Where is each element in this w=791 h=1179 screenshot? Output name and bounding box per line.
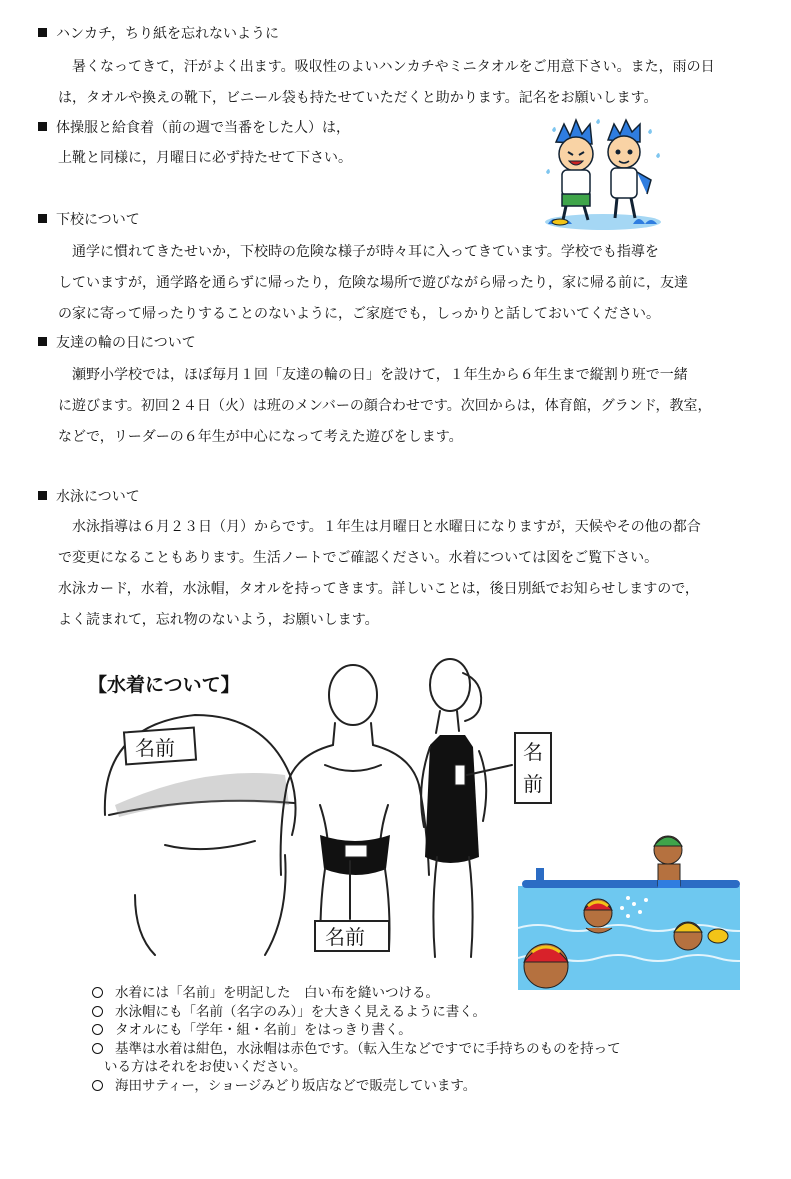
list-item-continuation: いる方はそれをお使いください。 [104,1059,307,1075]
paragraph-line: の家に寄って帰ったりすることのないように，ご家庭でも，しっかりと話しておいてください。 [58,306,660,322]
bullet-square-icon [38,28,47,37]
circle-bullet-icon [92,1006,103,1017]
paragraph-line: していますが，通学路を通らずに帰ったり，危険な場所で遊びながら帰ったり，家に帰る前に，友達 [58,275,688,291]
paragraph-handkerchief [58,52,715,114]
list-item: 基準は水着は紺色，水泳帽は赤色です。（転入生などですでに手持ちのものを持って [92,1040,621,1059]
paragraph-gym [58,143,352,174]
paragraph-line: で変更になることもあります。生活ノートでご確認ください。水着については図をご覧下さい。 [58,550,659,566]
heading-text: ハンカチ，ちり紙を忘れないように [56,26,280,42]
heading-text: 水泳について [56,489,140,505]
paragraph-dismissal [58,237,688,330]
swimsuit-notes-list [92,984,621,1095]
bullet-square-icon [38,122,47,131]
circle-bullet-icon [92,1043,103,1054]
bullet-square-icon [38,214,47,223]
suit-name-label-vertical: 名 [523,740,543,764]
circle-bullet-icon [92,1080,103,1091]
paragraph-line: は，タオルや換えの靴下，ビニール袋も持たせていただくと助かります。記名をお願いします。 [58,90,658,106]
paragraph-line: などで，リーダーの６年生が中心になって考えた遊びをします。 [58,429,463,445]
heading-text: 友達の輪の日について [56,335,196,351]
paragraph-line: 瀬野小学校では，ほぼ毎月１回「友達の輪の日」を設けて，１年生から６年生まで縦割り班で一緒 [72,367,688,383]
paragraph-line: 上靴と同様に，月曜日に必ず持たせて下さい。 [58,150,352,166]
heading-dismissal [38,210,140,230]
list-item: 水着には「名前」を明記した 白い布を縫いつける。 [92,984,621,1003]
heading-text: 体操服と給食着（前の週で当番をした人）は， [56,120,350,136]
heading-swimming [38,487,140,507]
paragraph-swimming [58,512,701,636]
circle-bullet-icon [92,987,103,998]
bullet-square-icon [38,337,47,346]
heading-text: 下校について [56,212,140,228]
list-item: 海田サティー，ショージみどり坂店などで販売しています。 [92,1077,621,1096]
paragraph-line: 水泳カード，水着，水泳帽，タオルを持ってきます。詳しいことは，後日別紙でお知らせしますので， [58,581,699,597]
cap-name-label: 名前 [135,736,175,760]
list-item: 水泳帽にも「名前（名字のみ）」を大きく見えるように書く。 [92,1003,621,1022]
paragraph-line: 暑くなってきて，汗がよく出ます。吸収性のよいハンカチやミニタオルをご用意下さい。また，雨の日 [72,59,715,75]
swimsuit-title: 【水着について】 [88,674,240,696]
heading-handkerchief [38,24,279,44]
heading-gym-clothes [38,118,350,138]
bullet-square-icon [38,491,47,500]
paragraph-friendship [58,360,712,453]
list-item: タオルにも「学年・組・名前」をはっきり書く。 [92,1021,621,1040]
pool-kids-illustration [518,828,740,990]
boy-swimsuit-drawing [281,665,429,949]
paragraph-line: に遊びます。初回２４日（火）は班のメンバーの顔合わせです。次回からは，体育館，グランド，教室， [58,398,712,414]
swimsuit-line-drawing [95,655,555,975]
paragraph-line: 水泳指導は６月２３日（月）からです。１年生は月曜日と水曜日になりますが，天候やその他の都合 [72,519,701,535]
cloth-name-label: 名前 [325,925,365,949]
circle-bullet-icon [92,1024,103,1035]
paragraph-line: よく読まれて，忘れ物のないよう，お願いします。 [58,612,379,628]
swim-cap-drawing [105,715,296,955]
paragraph-line: 通学に慣れてきたせいか，下校時の危険な様子が時々耳に入ってきています。学校でも指導を [72,244,659,260]
heading-friendship-day [38,333,196,353]
suit-name-label-vertical: 前 [523,772,543,796]
sweating-kids-illustration [538,112,668,232]
